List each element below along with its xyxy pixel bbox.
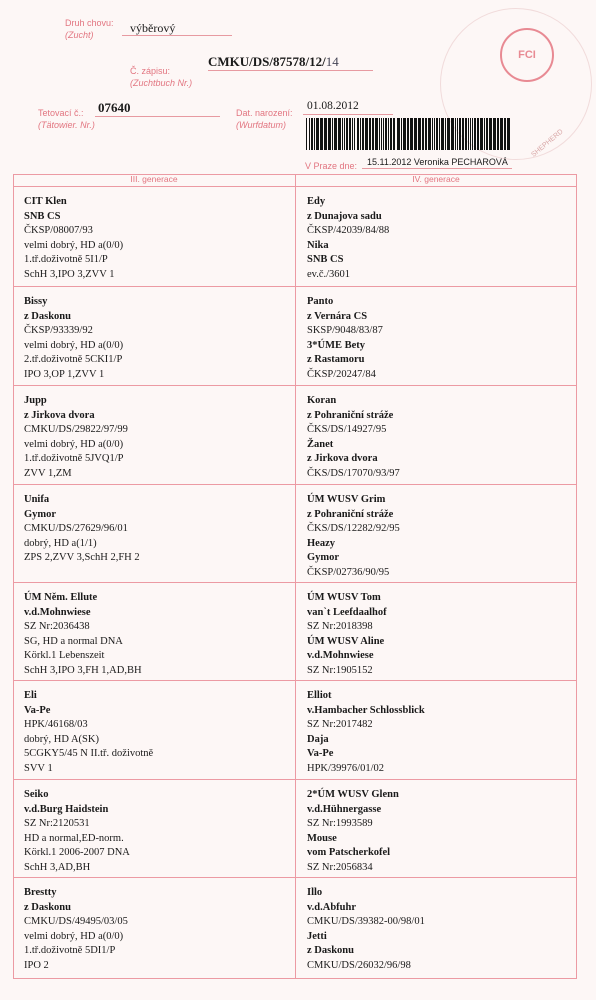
pedigree-line: z Daskonu (24, 310, 71, 322)
barcode-bar (381, 118, 382, 150)
barcode-bar (401, 118, 402, 150)
barcode-bar (451, 118, 454, 150)
druh-underline (122, 35, 232, 36)
pedigree-line: v.d.Abfuhr (307, 901, 357, 913)
reg-number-main: CMKU/DS/87578/12/ (208, 54, 326, 69)
row-divider (13, 286, 577, 287)
pedigree-line: v.Hambacher Schlossblick (307, 704, 425, 716)
pedigree-line: z Jirkova dvora (307, 453, 378, 465)
barcode-bar (346, 118, 348, 150)
pedigree-line: SchH 3,IPO 3,FH 1,AD,BH (24, 664, 142, 676)
barcode-bar (306, 118, 307, 150)
pedigree-line: Gymor (24, 508, 57, 520)
pedigree-line: SNB CS (307, 254, 344, 266)
pedigree-line: CIT Klen (24, 196, 67, 207)
pedigree-line: ČKS/DS/14927/95 (307, 424, 387, 436)
column-divider (295, 174, 296, 979)
barcode-bar (459, 118, 461, 150)
header-divider (13, 186, 577, 187)
barcode-bar (369, 118, 371, 150)
pedigree-line: Unifa (24, 494, 50, 505)
row-divider (13, 385, 577, 386)
pedigree-line: 5CGKY5/45 N II.tř. doživotně (24, 748, 154, 760)
barcode-bar (468, 118, 469, 150)
barcode-bar (418, 118, 421, 150)
pedigree-line: Bissy (24, 296, 48, 307)
barcode-bar (393, 118, 395, 150)
pedigree-line: CMKU/DS/27629/96/01 (24, 523, 128, 535)
barcode-bar (316, 118, 319, 150)
barcode-bar (428, 118, 431, 150)
row-divider (13, 877, 577, 878)
pedigree-line: v.d.Hühnergasse (307, 803, 382, 815)
pedigree-line: SZ Nr:2017482 (307, 719, 373, 731)
barcode-bar (497, 118, 499, 150)
pedigree-line: SZ Nr:1993589 (307, 818, 373, 830)
row-divider (13, 779, 577, 780)
praha-underline (362, 168, 512, 169)
barcode-bar (311, 118, 313, 150)
pedigree-line: SVV 1 (24, 762, 53, 774)
barcode-bar (372, 118, 374, 150)
barcode-bar (388, 118, 389, 150)
pedigree-line: Va-Pe (307, 748, 334, 760)
pedigree-line: SZ Nr:1905152 (307, 664, 373, 676)
pedigree-cell-left (24, 195, 123, 283)
barcode-bar (352, 118, 353, 150)
barcode-bar (484, 118, 485, 150)
pedigree-cell-right (307, 295, 383, 383)
pedigree-line: SchH 3,IPO 3,ZVV 1 (24, 268, 115, 280)
pedigree-line: z Pohraniční stráže (307, 409, 394, 421)
druh-value: výběrový (130, 21, 176, 35)
pedigree-line: SZ Nr:2018398 (307, 621, 373, 633)
pedigree-cell-left (24, 689, 153, 777)
pedigree-line: ČKSP/20247/84 (307, 368, 376, 380)
barcode-bar (342, 118, 343, 150)
pedigree-line: z Rastamoru (307, 354, 365, 366)
pedigree-line: Edy (307, 196, 326, 207)
barcode-bar (320, 118, 323, 150)
barcode-bar (354, 118, 355, 150)
barcode-bar (414, 118, 417, 150)
barcode-bar (314, 118, 315, 150)
pedigree-line: ČKS/DS/12282/92/95 (307, 523, 400, 535)
barcode-bar (507, 118, 510, 150)
barcode-bar (422, 118, 424, 150)
pedigree-line: SchH 3,AD,BH (24, 861, 91, 873)
reg-number-suffix: 14 (325, 54, 339, 69)
tetovaci-label: Tetovací č.: (Tätowier. Nr.) (38, 108, 95, 130)
pedigree-line: Mouse (307, 832, 337, 844)
pedigree-line: van`t Leefdaalhof (307, 606, 387, 618)
pedigree-line: 1.tř.doživotně 5DI1/P (24, 945, 116, 957)
barcode-bar (365, 118, 368, 150)
pedigree-cell-right (307, 689, 425, 777)
pedigree-line: Žanet (307, 438, 334, 450)
pedigree-line: v.d.Burg Haidstein (24, 803, 109, 815)
pedigree-line: ZPS 2,ZVV 3,SchH 2,FH 2 (24, 552, 140, 564)
tetovaci-underline (95, 116, 220, 117)
pedigree-line: 2.tř.doživotně 5CKI1/P (24, 354, 123, 366)
narozeni-value: 01.08.2012 (307, 100, 359, 112)
barcode-bar (500, 118, 503, 150)
barcode-bar (362, 118, 364, 150)
pedigree-line: HPK/39976/01/02 (307, 762, 385, 774)
barcode-bar (457, 118, 458, 150)
barcode-bar (397, 118, 400, 150)
pedigree-line: velmi dobrý, HD a(0/0) (24, 339, 124, 351)
pedigree-line: Eli (24, 690, 37, 701)
pedigree-line: CMKU/DS/49495/03/05 (24, 916, 128, 928)
pedigree-cell-right (307, 394, 400, 482)
barcode-bar (379, 118, 380, 150)
barcode-bar (338, 118, 341, 150)
pedigree-cell-left (24, 591, 142, 679)
pedigree-cell-left (24, 788, 130, 876)
pedigree-line: IPO 3,OP 1,ZVV 1 (24, 368, 105, 380)
pedigree-line: 3*ÚME Bety (307, 339, 366, 351)
pedigree-line: SZ Nr:2056834 (307, 861, 373, 873)
pedigree-line: ev.č./3601 (307, 268, 351, 280)
barcode-bar (436, 118, 438, 150)
pedigree-line: ČKSP/42039/84/88 (307, 225, 390, 237)
zapis-label: Č. zápisu: (Zuchtbuch Nr.) (130, 66, 193, 88)
pedigree-line: Nika (307, 239, 329, 251)
barcode-bar (385, 118, 387, 150)
pedigree-line: velmi dobrý, HD a(0/0) (24, 438, 124, 450)
row-divider (13, 582, 577, 583)
barcode-bar (441, 118, 444, 150)
pedigree-line: Gymor (307, 552, 340, 564)
pedigree-line: 1.tř.doživotně 5I1/P (24, 254, 108, 266)
pedigree-line: Seiko (24, 789, 49, 800)
pedigree-line: Elliot (307, 690, 332, 701)
row-divider (13, 484, 577, 485)
column-header-iv: IV. generace (412, 174, 460, 184)
pedigree-line: Jetti (307, 930, 327, 942)
barcode-bar (474, 118, 476, 150)
barcode-bar (447, 118, 450, 150)
narozeni-label: Dat. narození: (Wurfdatum) (236, 108, 293, 130)
pedigree-cell-right (307, 788, 399, 876)
pedigree-line: Illo (307, 887, 323, 898)
pedigree-line: dobrý, HD A(SK) (24, 733, 99, 745)
pedigree-line: z Daskonu (24, 901, 71, 913)
barcode-bar (472, 118, 473, 150)
barcode-bar (493, 118, 496, 150)
barcode-bar (477, 118, 479, 150)
pedigree-line: z Dunajova sadu (307, 210, 382, 222)
pedigree-line: Va-Pe (24, 704, 51, 716)
row-divider (13, 680, 577, 681)
pedigree-line: ČKSP/02736/90/95 (307, 566, 390, 578)
barcode-bar (425, 118, 427, 150)
pedigree-line: SG, HD a normal DNA (24, 635, 123, 647)
stamp-text: SHEPHERD (530, 128, 565, 159)
pedigree-line: v.d.Mohnwiese (307, 650, 374, 662)
pedigree-line: SKSP/9048/83/87 (307, 325, 383, 337)
pedigree-line: SZ Nr:2036438 (24, 621, 90, 633)
column-header-iii: III. generace (130, 174, 178, 184)
pedigree-line: ÚM WUSV Grim (307, 494, 386, 505)
pedigree-line: Brestty (24, 887, 57, 898)
barcode-bar (349, 118, 351, 150)
barcode-bar (375, 118, 378, 150)
pedigree-line: Körkl.1 2006-2007 DNA (24, 847, 130, 859)
pedigree-line: CMKU/DS/39382-00/98/01 (307, 916, 425, 928)
barcode-bar (357, 118, 359, 150)
pedigree-line: CMKU/DS/26032/96/98 (307, 959, 411, 971)
barcode-bar (465, 118, 467, 150)
pedigree-line: dobrý, HD a(1/1) (24, 537, 97, 549)
pedigree-line: 1.tř.doživotně 5JVQ1/P (24, 453, 124, 465)
barcode-bar (309, 118, 310, 150)
pedigree-cell-right (307, 886, 425, 974)
zapis-underline (208, 70, 373, 71)
pedigree-line: z Pohraniční stráže (307, 508, 394, 520)
barcode-bar (383, 118, 384, 150)
pedigree-line: ČKS/DS/17070/93/97 (307, 467, 400, 479)
pedigree-cell-left (24, 493, 140, 566)
pedigree-line: Jupp (24, 395, 47, 406)
pedigree-line: velmi dobrý, HD a(0/0) (24, 930, 124, 942)
pedigree-cell-left (24, 394, 128, 482)
pedigree-cell-right (307, 195, 389, 283)
barcode-bar (432, 118, 433, 150)
barcode-bar (445, 118, 446, 150)
pedigree-line: ÚM WUSV Tom (307, 592, 381, 603)
pedigree-line: z Jirkova dvora (24, 409, 95, 421)
pedigree-cell-right (307, 591, 387, 679)
pedigree-line: ÚM WUSV Aline (307, 635, 385, 647)
pedigree-line: velmi dobrý, HD a(0/0) (24, 239, 124, 251)
barcode-bar (407, 118, 409, 150)
barcode-bar (489, 118, 492, 150)
pedigree-line: Daja (307, 733, 329, 745)
barcode-bar (434, 118, 435, 150)
barcode-bar (403, 118, 406, 150)
barcode-bar (332, 118, 333, 150)
barcode-bar (344, 118, 345, 150)
pedigree-cell-right (307, 493, 400, 581)
pedigree-line: Körkl.1 Lebenszeit (24, 650, 105, 662)
pedigree-line: z Daskonu (307, 945, 354, 957)
barcode-bar (504, 118, 506, 150)
pedigree-line: 2*ÚM WUSV Glenn (307, 789, 399, 800)
pedigree-line: HD a normal,ED-norm. (24, 832, 124, 844)
barcode-bar (455, 118, 456, 150)
pedigree-line: SZ Nr:2120531 (24, 818, 90, 830)
barcode-bar (439, 118, 440, 150)
fci-logo (500, 28, 554, 82)
pedigree-line: SNB CS (24, 210, 61, 222)
pedigree-line: Heazy (307, 537, 335, 549)
praha-value: 15.11.2012 Veronika PECHAROVÁ (367, 157, 508, 167)
pedigree-line: CMKU/DS/29822/97/99 (24, 424, 128, 436)
pedigree-line: ČKSP/93339/92 (24, 325, 93, 337)
pedigree-line: HPK/46168/03 (24, 719, 88, 731)
pedigree-line: z Vernára CS (307, 310, 368, 322)
pedigree-line: vom Patscherkofel (307, 847, 391, 859)
barcode-bar (360, 118, 361, 150)
druh-label: Druh chovu: (Zucht) (65, 18, 114, 40)
barcode-bar (390, 118, 392, 150)
barcode-bar (486, 118, 488, 150)
pedigree-line: v.d.Mohnwiese (24, 606, 91, 618)
narozeni-underline (303, 114, 393, 115)
pedigree-line: IPO 2 (24, 959, 49, 971)
pedigree-line: Panto (307, 296, 334, 307)
barcode-bar (480, 118, 483, 150)
praha-label: V Praze dne: (305, 161, 358, 171)
barcode-bar (324, 118, 327, 150)
fci-logo-text: FCI (518, 49, 536, 61)
pedigree-cell-left (24, 886, 128, 974)
barcode-bar (462, 118, 464, 150)
pedigree-line: ZVV 1,ZM (24, 467, 72, 479)
pedigree-line: ÚM Něm. Ellute (24, 592, 98, 603)
pedigree-line: ČKSP/08007/93 (24, 225, 93, 237)
barcode (306, 118, 510, 150)
barcode-bar (334, 118, 337, 150)
registration-number (208, 54, 339, 70)
pedigree-cell-left (24, 295, 123, 383)
barcode-bar (328, 118, 331, 150)
barcode-bar (470, 118, 471, 150)
pedigree-line: Koran (307, 395, 337, 406)
tetovaci-value: 07640 (98, 100, 131, 115)
barcode-bar (410, 118, 413, 150)
